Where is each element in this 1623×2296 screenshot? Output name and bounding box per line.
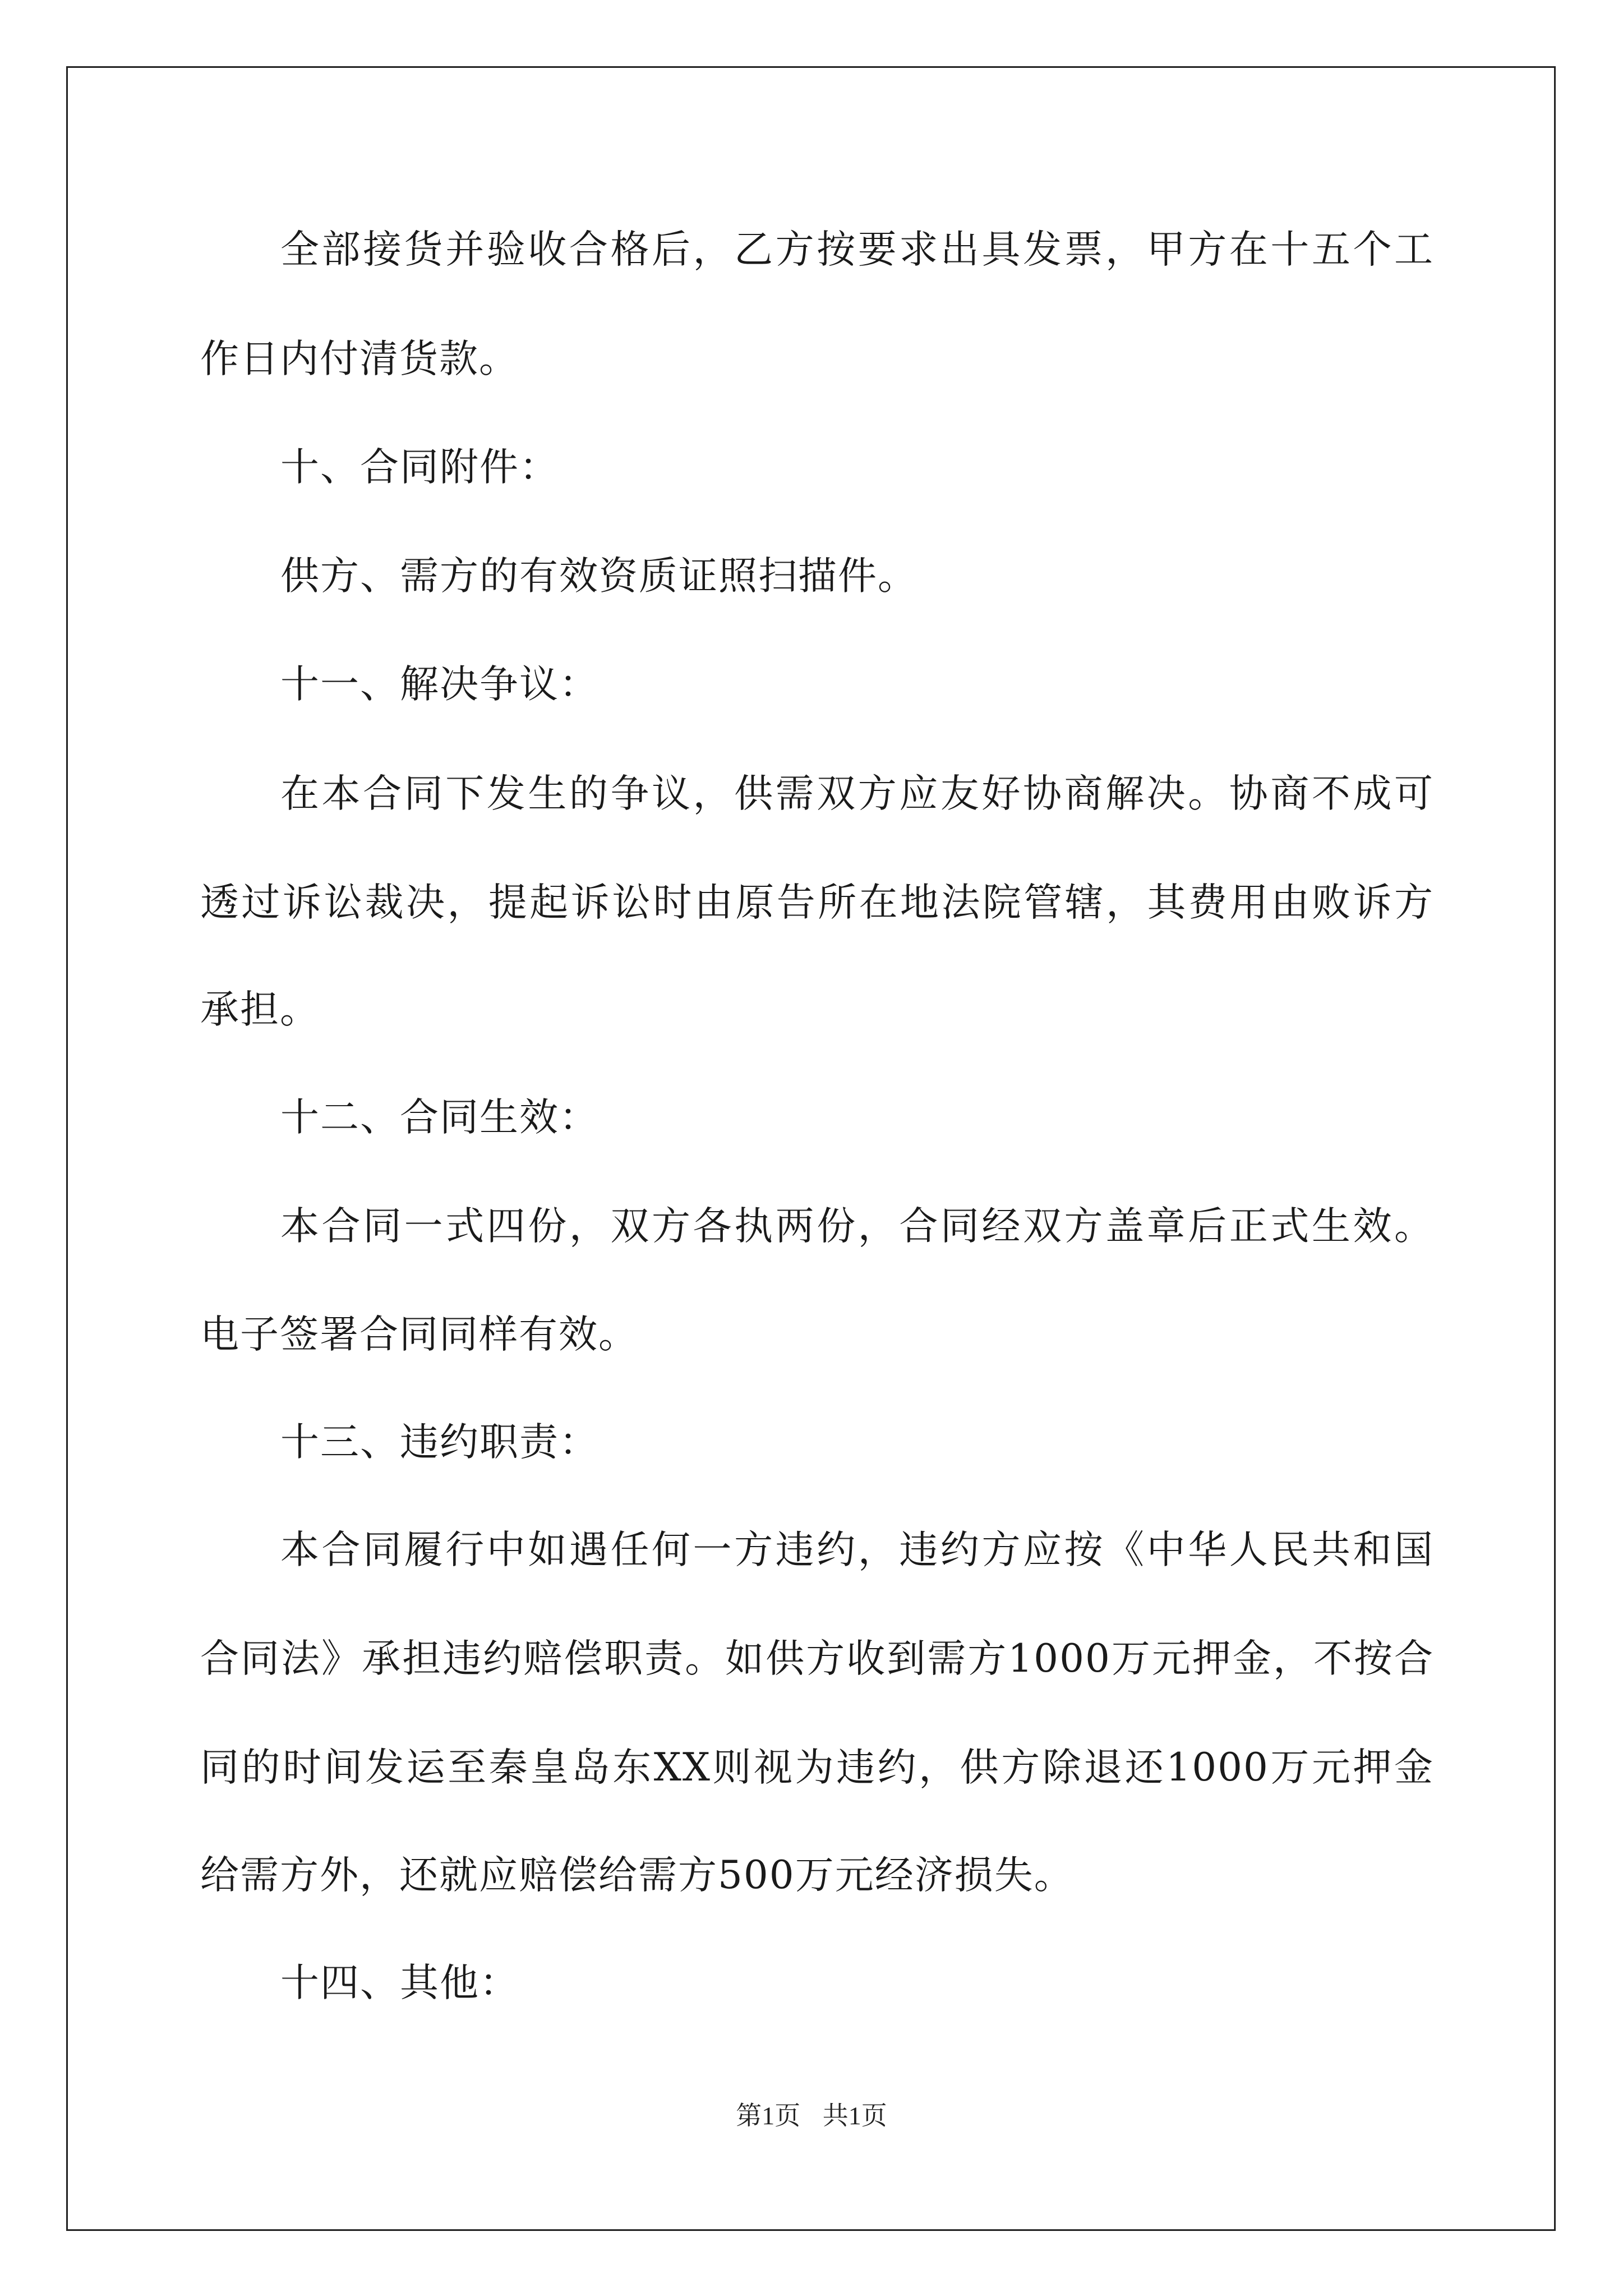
body-text-line: 本合同一式四份，双方各执两份，合同经双方盖章后正式生效。 [280,1204,1434,1249]
body-text-line: 电子签署合同同样有效。 [200,1312,638,1357]
section-heading: 十三、违约职责： [280,1420,599,1465]
page-border [66,66,1556,2231]
page-footer [0,2099,1623,2133]
body-text-line: 在本合同下发生的争议，供需双方应友好协商解决。协商不成可 [280,771,1434,816]
section-heading: 十、合同附件： [280,445,559,490]
body-text-line: 给需方外，还就应赔偿给需方500万元经济损失。 [200,1853,1074,1898]
body-text-line: 本合同履行中如遇任何一方违约，违约方应按《中华人民共和国 [280,1527,1434,1572]
body-text-line: 透过诉讼裁决，提起诉讼时由原告所在地法院管辖，其费用由败诉方 [200,880,1434,925]
section-heading: 十四、其他： [280,1961,519,2005]
section-heading: 十二、合同生效： [280,1095,599,1140]
body-text-line: 作日内付清货款。 [200,337,519,381]
body-text-line: 同的时间发运至秦皇岛东XX则视为违约，供方除退还1000万元押金 [200,1745,1434,1790]
body-text-line: 承担。 [200,987,320,1032]
page-total: 共1页 [822,2101,887,2130]
body-text-line: 供方、需方的有效资质证照扫描件。 [280,554,917,599]
section-heading: 十一、解决争议： [280,662,599,707]
body-text-line: 合同法》承担违约赔偿职责。如供方收到需方1000万元押金，不按合 [200,1636,1434,1681]
body-text-line: 全部接货并验收合格后，乙方按要求出具发票，甲方在十五个工 [280,227,1434,272]
page-number: 第1页 [736,2101,801,2130]
